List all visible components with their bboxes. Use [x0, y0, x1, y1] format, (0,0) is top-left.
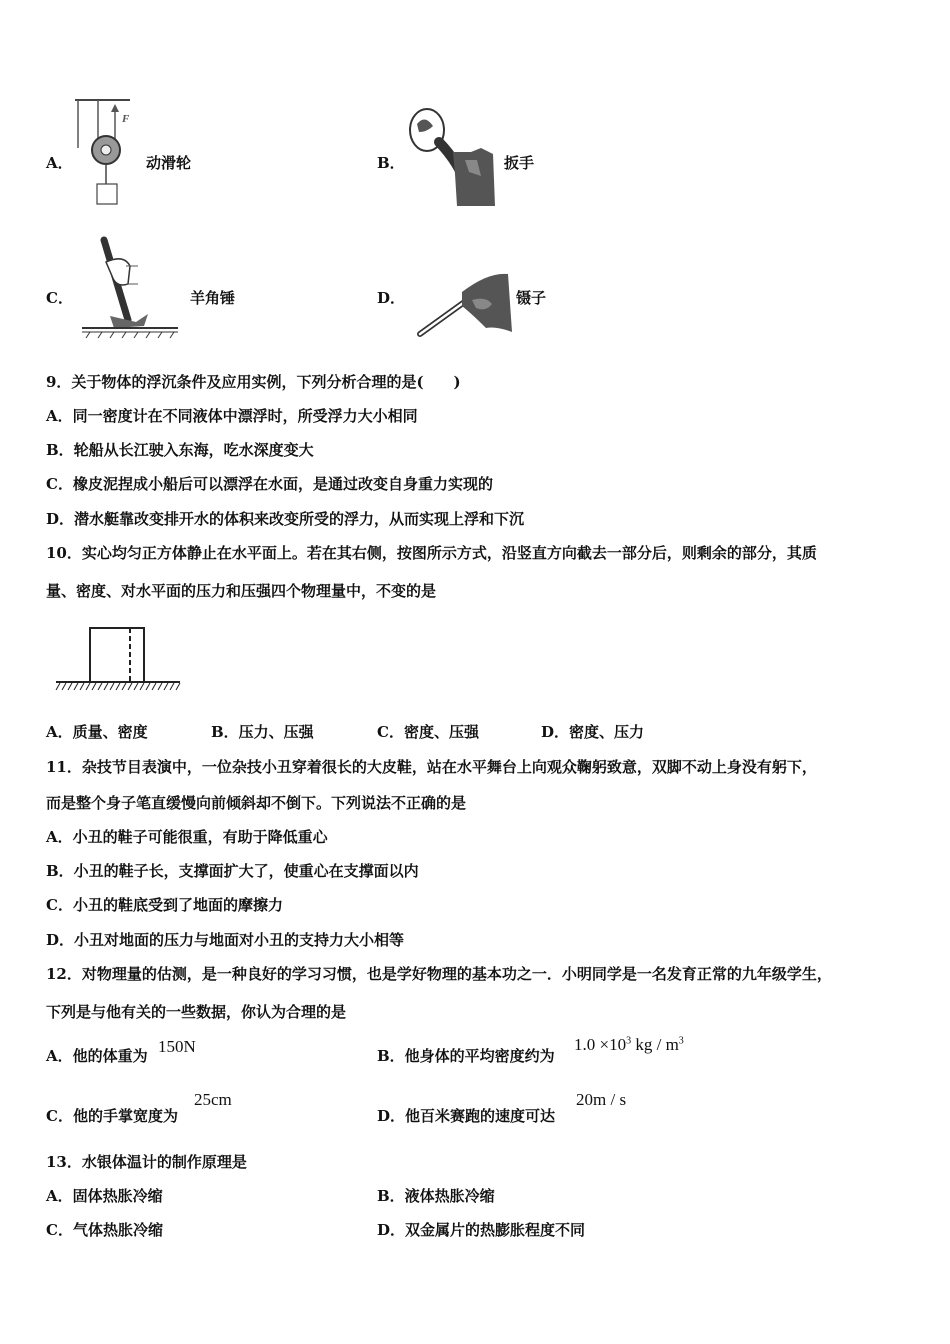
q12-stem-line2: 下列是与他有关的一些数据，你认为合理的是 [46, 1003, 347, 1021]
q10-option-a: A．质量、密度 [46, 723, 148, 741]
q12-stem-line1: 12．对物理量的估测，是一种良好的学习习惯，也是学好物理的基本功之一．小明同学是一名发育正常的九年级学生， [46, 965, 832, 983]
pulley-illustration [70, 98, 145, 208]
q8-option-d-letter: D． [377, 289, 406, 307]
q12-option-a-text: A．他的体重为 [46, 1047, 148, 1065]
q12-option-b-value: $1.0 \times 10^3$ kg / $m^3$ [574, 1035, 684, 1054]
wrench-illustration [405, 102, 500, 210]
cube-cut-diagram [54, 624, 182, 692]
q8-option-b-text: 扳手 [504, 154, 535, 172]
q11-option-d: D．小丑对地面的压力与地面对小丑的支持力大小相等 [46, 931, 405, 949]
q8-option-a-letter: A． [46, 154, 73, 172]
q10-option-d: D．密度、压力 [541, 723, 645, 741]
q12-option-b-text: B．他身体的平均密度约为 [377, 1047, 555, 1065]
q8-option-c-letter: C． [46, 289, 73, 307]
q13-option-c: C．气体热胀冷缩 [46, 1221, 163, 1239]
q10-stem-line2: 量、密度、对水平面的压力和压强四个物理量中，不变的是 [46, 582, 437, 600]
q12-option-c-text: C．他的手掌宽度为 [46, 1107, 178, 1125]
q13-option-b: B．液体热胀冷缩 [377, 1187, 495, 1205]
q8-option-d-text: 镊子 [516, 289, 547, 307]
q11-stem-line1: 11．杂技节目表演中，一位杂技小丑穿着很长的大皮鞋，站在水平舞台上向观众鞠躬致意，双脚不动上身没有躬下， [46, 758, 817, 776]
claw-hammer-illustration [80, 232, 180, 340]
q9-option-a: A．同一密度计在不同液体中漂浮时，所受浮力大小相同 [46, 407, 418, 425]
q12-option-d-text: D．他百米赛跑的速度可达 [377, 1107, 556, 1125]
q9-stem: 9．关于物体的浮沉条件及应用实例，下列分析合理的是( ) [46, 373, 461, 391]
q13-option-a: A．固体热胀冷缩 [46, 1187, 163, 1205]
q10-option-b: B．压力、压强 [211, 723, 314, 741]
q8-option-c-text: 羊角锤 [190, 289, 236, 307]
tweezers-illustration [412, 270, 516, 342]
q8-option-a-text: 动滑轮 [146, 154, 192, 172]
q11-option-c: C．小丑的鞋底受到了地面的摩擦力 [46, 896, 283, 914]
q9-option-b: B．轮船从长江驶入东海，吃水深度变大 [46, 441, 314, 459]
q13-option-d: D．双金属片的热膨胀程度不同 [377, 1221, 586, 1239]
q9-option-d: D．潜水艇靠改变排开水的体积来改变所受的浮力，从而实现上浮和下沉 [46, 510, 525, 528]
q13-stem: 13．水银体温计的制作原理是 [46, 1153, 247, 1171]
q8-option-b-letter: B． [377, 154, 405, 172]
q10-option-c: C．密度、压强 [377, 723, 479, 741]
q9-option-c: C．橡皮泥捏成小船后可以漂浮在水面，是通过改变自身重力实现的 [46, 475, 493, 493]
q11-stem-line2: 而是整个身子笔直缓慢向前倾斜却不倒下。下列说法不正确的是 [46, 794, 467, 812]
q12-option-a-value: 150N [158, 1037, 196, 1056]
q11-option-b: B．小丑的鞋子长，支撑面扩大了，使重心在支撑面以内 [46, 862, 419, 880]
q12-option-c-value: 25cm [194, 1090, 232, 1109]
q11-option-a: A．小丑的鞋子可能很重，有助于降低重心 [46, 828, 328, 846]
q10-stem-line1: 10．实心均匀正方体静止在水平面上。若在其右侧，按图所示方式，沿竖直方向截去一部分后，则剩余的部分，其质 [46, 544, 817, 562]
q12-option-d-value: 20m / s [576, 1090, 627, 1109]
force-label-f: F [122, 113, 130, 125]
